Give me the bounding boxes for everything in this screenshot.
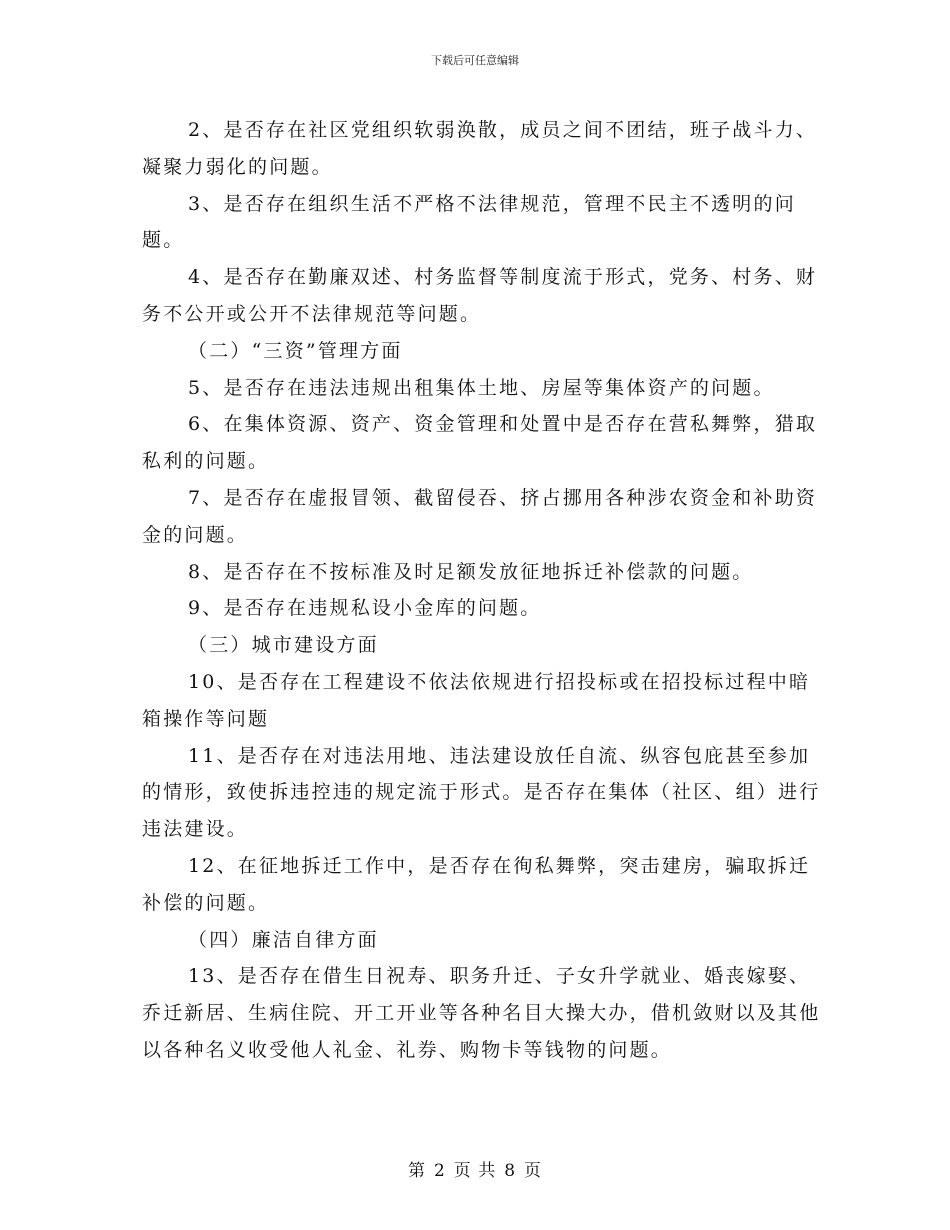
paragraph-item-7: 7、是否存在虚报冒领、截留侵吞、挤占挪用各种涉农资金和补助资金的问题。 [142, 486, 818, 546]
section-heading-3: （三）城市建设方面 [188, 634, 379, 657]
total-pages: 8 [504, 1161, 517, 1181]
paragraph-item-13: 13、是否存在借生日祝寿、职务升迁、子女升学就业、婚丧嫁娶、乔迁新居、生病住院、开工开业等各种名目大操大办，借机敛财以及其他以各种名义收受他人礼金、礼券、购物卡等钱物的问题。 [142, 965, 821, 1061]
paragraph-item-8: 8、是否存在不按标准及时足额发放征地拆迁补偿款的问题。 [188, 560, 754, 583]
paragraph-item-6: 6、在集体资源、资产、资金管理和处置中是否存在营私舞弊，猎取私利的问题。 [142, 413, 818, 473]
paragraph-item-9: 9、是否存在违规私设小金库的问题。 [188, 597, 542, 620]
footer-label-before: 第 [407, 1161, 426, 1181]
footer-label-after: 页 [524, 1161, 543, 1181]
paragraph-item-11: 11、是否存在对违法用地、违法建设放任自流、纵容包庇甚至参加的情形，致使拆违控违的规定流于形式。是否存在集体（社区、组）进行违法建设。 [142, 744, 821, 841]
paragraph-item-12: 12、在征地拆迁工作中，是否存在徇私舞弊，突击建房，骗取拆迁补偿的问题。 [142, 854, 811, 914]
paragraph-item-3: 3、是否存在组织生活不严格不法律规范，管理不民主不透明的问题。 [142, 192, 796, 252]
page-footer [0, 1156, 950, 1181]
paragraph-item-10: 10、是否存在工程建设不依法依规进行招投标或在招投标过程中暗箱操作等问题 [142, 670, 811, 730]
paragraph-item-4: 4、是否存在勤廉双述、村务监督等制度流于形式，党务、村务、财务不公开或公开不法律规范等问题。 [142, 266, 818, 325]
document-body [142, 112, 822, 1069]
page-header: 下载后可任意编辑 [431, 54, 519, 67]
section-heading-4: （四）廉洁自律方面 [188, 928, 379, 951]
footer-label-mid: 页 共 [453, 1161, 497, 1181]
section-heading-2: （二）“三资”管理方面 [188, 339, 403, 362]
paragraph-item-2: 2、是否存在社区党组织软弱涣散，成员之间不团结，班子战斗力、凝聚力弱化的问题。 [142, 119, 818, 178]
page-number: 2 [433, 1161, 446, 1181]
paragraph-item-5: 5、是否存在违法违规出租集体土地、房屋等集体资产的问题。 [188, 376, 775, 399]
